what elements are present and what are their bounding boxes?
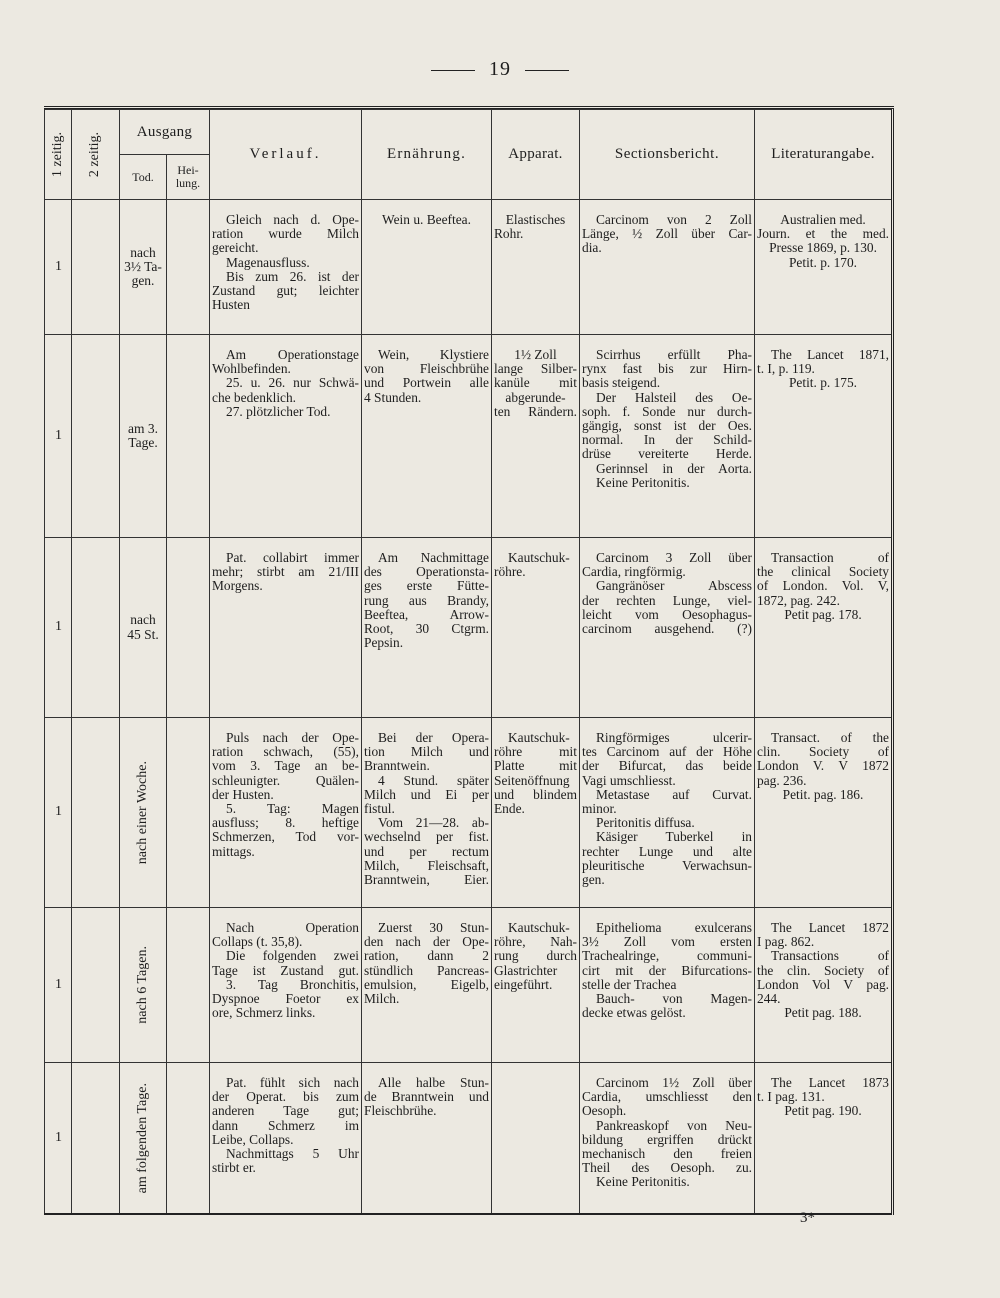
- section-line: soph. f. Sonde nur durch-: [582, 403, 752, 419]
- heilung-cell: [167, 538, 210, 718]
- ernaehrung-line: Milch und Ei per: [364, 786, 489, 802]
- section-line: Peritonitis diffusa.: [596, 815, 695, 831]
- ernaehrung-line: de Branntwein und: [364, 1089, 489, 1105]
- apparat-line: ten Rändern.: [494, 403, 577, 419]
- literatur-line: 1872, pag. 242.: [757, 592, 840, 608]
- ernaehrung-line: Zuerst 30 Stun-: [378, 920, 489, 935]
- ernaehrung-line: Wein, Klystiere: [378, 347, 489, 362]
- heilung-cell: [167, 335, 210, 538]
- verlauf-cell: [210, 1063, 362, 1214]
- ernaehrung-text: [364, 200, 489, 227]
- literatur-line: Petit. pag. 186.: [782, 786, 864, 802]
- verlauf-line: Dyspnoe Foetor ex: [212, 991, 359, 1007]
- case-row: [45, 1063, 893, 1214]
- ernaehrung-cell: [362, 538, 492, 718]
- header-tod: Tod.: [120, 155, 167, 200]
- verlauf-line: Wohlbefinden.: [212, 361, 291, 377]
- verlauf-line: Husten: [212, 297, 250, 313]
- left-rule: [431, 70, 475, 71]
- section-line: Gerinnsel in der Aorta.: [596, 460, 752, 476]
- section-cell: [580, 718, 755, 908]
- header-zeitig-1-label: 1 zeitig.: [49, 131, 65, 178]
- literatur-line: London Vol V pag.: [757, 976, 889, 992]
- literatur-line: clin. Society of: [757, 744, 889, 760]
- ernaehrung-text: [364, 538, 489, 650]
- ernaehrung-line: Fleischbrühe.: [364, 1103, 437, 1119]
- section-line: Gangränöser Abscess: [596, 578, 752, 594]
- header-zeitig-2: [72, 110, 120, 200]
- tod-line: 3½ Ta-: [124, 258, 162, 274]
- literatur-cell: [755, 335, 893, 538]
- zeitig-2-cell: [72, 908, 120, 1063]
- ernaehrung-line: und Portwein alle: [364, 375, 489, 391]
- ernaehrung-line: 4 Stund. später: [378, 772, 489, 788]
- section-line: stelle der Trachea: [582, 976, 677, 992]
- verlauf-line: Nach Operation: [226, 920, 359, 935]
- literatur-text: [757, 335, 889, 391]
- verlauf-line: Bis zum 26. ist der: [226, 268, 359, 284]
- apparat-text: [494, 1063, 577, 1076]
- verlauf-line: stirbt er.: [212, 1160, 256, 1176]
- literatur-line: Petit pag. 188.: [784, 1005, 862, 1021]
- section-line: tes Carcinom auf der Höhe: [582, 744, 752, 760]
- section-cell: [580, 200, 755, 335]
- verlauf-text: [212, 908, 359, 1020]
- apparat-line: Kautschuk-: [508, 920, 570, 935]
- zeitig-2-cell: [72, 1063, 120, 1214]
- literatur-text: [757, 908, 889, 1020]
- apparat-cell: [492, 1063, 580, 1214]
- verlauf-line: 3. Tag Bronchitis,: [226, 976, 359, 992]
- verlauf-line: 25. u. 26. nur Schwä-: [226, 375, 359, 391]
- verlauf-line: mehr; stirbt am 21/III: [212, 564, 359, 580]
- ernaehrung-line: Alle halbe Stun-: [378, 1075, 489, 1090]
- verlauf-line: der Husten.: [212, 786, 274, 802]
- verlauf-line: gereicht.: [212, 240, 259, 256]
- tod-line: nach: [130, 612, 156, 628]
- apparat-line: Platte mit: [494, 758, 577, 774]
- verlauf-line: ration wurde Milch: [212, 226, 359, 242]
- literatur-line: I pag. 862.: [757, 934, 815, 950]
- page-number-line: [0, 58, 1000, 81]
- tod-cell: [120, 200, 167, 335]
- header-ernaehrung: Ernährung.: [362, 110, 492, 200]
- tod-vertical-label: am folgenden Tage.: [134, 1082, 150, 1193]
- section-line: Cardia, ringförmig.: [582, 564, 686, 580]
- ernaehrung-line: rung aus Brandy,: [364, 592, 489, 608]
- verlauf-cell: [210, 335, 362, 538]
- case-row: [45, 718, 893, 908]
- literatur-cell: [755, 718, 893, 908]
- ernaehrung-line: Vom 21—28. ab-: [378, 815, 489, 831]
- apparat-line: eingeführt.: [494, 976, 553, 992]
- ernaehrung-text: [364, 1063, 489, 1119]
- apparat-line: Kautschuk-: [508, 550, 570, 565]
- section-line: der Bifurcat, das beide: [582, 758, 752, 774]
- verlauf-line: ausfluss; 8. heftige: [212, 815, 359, 831]
- heilung-cell: [167, 200, 210, 335]
- literatur-line: the clinical Society: [757, 564, 889, 580]
- apparat-cell: [492, 538, 580, 718]
- literatur-line: of London. Vol. V,: [757, 578, 889, 594]
- literatur-line: t. I, p. 119.: [757, 361, 815, 377]
- section-line: Epithelioma exulcerans: [596, 920, 752, 935]
- apparat-line: rung durch: [494, 948, 577, 964]
- literatur-line: Transaction of: [771, 550, 889, 565]
- verlauf-line: Am Operationstage: [226, 347, 359, 362]
- section-line: bildung ergriffen drückt: [582, 1131, 752, 1147]
- section-line: Pankreaskopf von Neu-: [596, 1117, 752, 1133]
- literatur-line: The Lancet 1871,: [771, 347, 889, 362]
- verlauf-line: schleunigter. Quälen-: [212, 772, 359, 788]
- case-table: [44, 109, 894, 1215]
- zeitig-2-cell: [72, 335, 120, 538]
- verlauf-text: [212, 200, 359, 312]
- section-text: [582, 1063, 752, 1190]
- apparat-text: [494, 718, 577, 816]
- verlauf-line: Pat. collabirt immer: [226, 550, 359, 565]
- literatur-line: pag. 236.: [757, 772, 807, 788]
- verlauf-line: mittags.: [212, 843, 255, 859]
- ernaehrung-line: 4 Stunden.: [364, 389, 422, 405]
- literatur-text: [757, 1063, 889, 1119]
- ernaehrung-line: wechselnd per fist.: [364, 829, 489, 845]
- apparat-text: [494, 200, 577, 241]
- section-line: carcinom ausgehend. (?): [582, 621, 752, 637]
- header-ausgang: Ausgang: [120, 110, 210, 155]
- section-cell: [580, 1063, 755, 1214]
- zeitig-1-cell: 1: [45, 718, 72, 908]
- section-line: Cardia, umschliesst den: [582, 1089, 752, 1105]
- apparat-line: lange Silber-: [494, 361, 577, 377]
- apparat-line: röhre.: [494, 564, 526, 580]
- section-text: [582, 718, 752, 887]
- section-line: Trachealringe, communi-: [582, 948, 752, 964]
- tod-vertical-label: nach 6 Tagen.: [134, 946, 150, 1024]
- ernaehrung-text: [364, 335, 489, 405]
- verlauf-line: Die folgenden zwei: [226, 948, 359, 964]
- verlauf-text: [212, 335, 359, 419]
- section-line: gen.: [582, 872, 605, 888]
- verlauf-line: Schmerzen, Tod vor-: [212, 829, 359, 845]
- apparat-line: Elastisches: [505, 212, 566, 227]
- section-text: [582, 335, 752, 490]
- verlauf-line: Collaps (t. 35,8).: [212, 934, 303, 950]
- apparat-cell: [492, 908, 580, 1063]
- ernaehrung-line: Branntwein, Eier.: [364, 872, 489, 888]
- literatur-line: Transact. of the: [771, 730, 889, 745]
- ernaehrung-cell: [362, 908, 492, 1063]
- section-line: Scirrhus erfüllt Pha-: [596, 347, 752, 362]
- verlauf-text: [212, 718, 359, 859]
- right-rule: [525, 70, 569, 71]
- apparat-line: Seitenöffnung: [494, 772, 570, 788]
- section-line: cirt mit der Bifurcations-: [582, 962, 752, 978]
- section-line: mechanisch den freien: [582, 1146, 752, 1162]
- verlauf-cell: [210, 200, 362, 335]
- section-line: Vagi umschliesst.: [582, 772, 676, 788]
- ernaehrung-cell: [362, 335, 492, 538]
- apparat-cell: [492, 335, 580, 538]
- ernaehrung-cell: [362, 718, 492, 908]
- heilung-cell: [167, 1063, 210, 1214]
- apparat-cell: [492, 200, 580, 335]
- section-line: Carcinom von 2 Zoll: [596, 212, 752, 227]
- section-cell: [580, 538, 755, 718]
- ernaehrung-cell: [362, 200, 492, 335]
- section-line: Keine Peritonitis.: [596, 1174, 690, 1190]
- verlauf-line: 5. Tag: Magen: [226, 801, 359, 817]
- tod-line: 45 St.: [127, 626, 159, 642]
- table-body: [45, 200, 893, 1214]
- apparat-text: [494, 335, 577, 419]
- case-table-wrapper: [44, 106, 894, 1219]
- section-text: [582, 538, 752, 636]
- literatur-line: London V. V 1872: [757, 758, 889, 774]
- verlauf-line: ration schwach, (55),: [212, 744, 359, 760]
- ernaehrung-line: fistul.: [364, 801, 395, 817]
- literatur-cell: [755, 1063, 893, 1214]
- verlauf-line: 27. plötzlicher Tod.: [226, 403, 331, 419]
- section-line: Keine Peritonitis.: [596, 474, 690, 490]
- zeitig-1-cell: 1: [45, 908, 72, 1063]
- literatur-line: Petit. p. 170.: [788, 254, 858, 270]
- verlauf-line: Tage ist Zustand gut.: [212, 962, 359, 978]
- signature-mark: 3*: [800, 1210, 815, 1226]
- verlauf-line: Morgens.: [212, 578, 263, 594]
- section-line: Theil des Oesoph. zu.: [582, 1160, 752, 1176]
- section-line: basis steigend.: [582, 375, 661, 391]
- section-line: Ringförmiges ulcerir-: [596, 730, 752, 745]
- section-line: Käsiger Tuberkel in: [596, 829, 752, 845]
- apparat-line: abgerunde-: [505, 389, 566, 405]
- verlauf-cell: [210, 538, 362, 718]
- verlauf-line: Zustand gut; leichter: [212, 283, 359, 299]
- literatur-cell: [755, 908, 893, 1063]
- verlauf-line: Leibe, Collaps.: [212, 1131, 294, 1147]
- apparat-line: kanüle mit: [494, 375, 577, 391]
- ernaehrung-line: des Operationsta-: [364, 564, 489, 580]
- section-line: rynx fast bis zur Hirn-: [582, 361, 752, 377]
- ernaehrung-line: stündlich Pancreas-: [364, 962, 489, 978]
- section-text: [582, 908, 752, 1020]
- ernaehrung-line: Milch, Fleischsaft,: [364, 857, 489, 873]
- literatur-line: 244.: [757, 991, 781, 1007]
- tod-line: am 3.: [128, 420, 158, 436]
- tod-line: Tage.: [128, 435, 158, 450]
- verlauf-line: Pat. fühlt sich nach: [226, 1075, 359, 1090]
- section-line: der rechten Lunge, viel-: [582, 592, 752, 608]
- section-cell: [580, 335, 755, 538]
- apparat-text: [494, 908, 577, 992]
- section-line: Carcinom 1½ Zoll über: [596, 1075, 752, 1090]
- ernaehrung-line: emulsion, Eigelb,: [364, 976, 489, 992]
- tod-cell: [120, 908, 167, 1063]
- section-line: Metastase auf Curvat.: [596, 786, 752, 802]
- verlauf-text: [212, 538, 359, 594]
- literatur-line: Presse 1869, p. 130.: [769, 240, 877, 256]
- section-line: drüse vereiterte Herde.: [582, 446, 752, 462]
- page-number: 19: [489, 58, 511, 80]
- tod-cell: [120, 718, 167, 908]
- section-line: pleuritische Verwachsun-: [582, 857, 752, 873]
- apparat-line: 1½ Zoll: [514, 347, 557, 362]
- ernaehrung-line: Wein u. Beeftea.: [382, 212, 471, 227]
- section-line: leicht vom Oesophagus-: [582, 606, 752, 622]
- section-line: rechter Lunge und alte: [582, 843, 752, 859]
- literatur-line: Australien med.: [780, 212, 866, 227]
- verlauf-text: [212, 1063, 359, 1175]
- ernaehrung-line: ration, dann 2: [364, 948, 489, 964]
- ernaehrung-line: Milch.: [364, 991, 400, 1007]
- literatur-line: The Lancet 1872: [771, 920, 889, 935]
- tod-cell: [120, 538, 167, 718]
- tod-vertical-label: nach einer Woche.: [134, 760, 150, 865]
- verlauf-cell: [210, 908, 362, 1063]
- apparat-cell: [492, 718, 580, 908]
- section-line: dia.: [582, 240, 602, 256]
- ernaehrung-line: Beeftea, Arrow-: [364, 606, 489, 622]
- verlauf-line: ore, Schmerz links.: [212, 1005, 316, 1021]
- literatur-line: t. I pag. 131.: [757, 1089, 825, 1105]
- case-row: [45, 538, 893, 718]
- ernaehrung-line: Pepsin.: [364, 635, 404, 651]
- verlauf-line: che bedenklich.: [212, 389, 297, 405]
- header-heilung: Hei- lung.: [167, 155, 210, 200]
- zeitig-2-cell: [72, 538, 120, 718]
- tod-cell: [120, 335, 167, 538]
- ernaehrung-line: den nach der Ope-: [364, 934, 489, 950]
- apparat-line: Rohr.: [494, 226, 524, 242]
- section-line: Bauch- von Magen-: [596, 991, 752, 1007]
- literatur-line: Petit pag. 190.: [784, 1103, 862, 1119]
- zeitig-1-cell: 1: [45, 538, 72, 718]
- verlauf-line: Magenausfluss.: [226, 254, 310, 270]
- tod-line: gen.: [131, 273, 155, 289]
- tod-line: nach: [130, 244, 156, 260]
- verlauf-line: Gleich nach d. Ope-: [226, 212, 359, 227]
- apparat-line: röhre, Nah-: [494, 934, 577, 950]
- ernaehrung-line: Am Nachmittage: [378, 550, 489, 565]
- literatur-text: [757, 718, 889, 802]
- header-apparat: Apparat.: [492, 110, 580, 200]
- verlauf-line: Nachmittags 5 Uhr: [226, 1146, 359, 1162]
- literatur-line: Petit pag. 178.: [784, 606, 862, 622]
- header-literaturangabe: Literaturangabe.: [755, 110, 893, 200]
- case-row: [45, 908, 893, 1063]
- ernaehrung-line: tion Milch und: [364, 744, 489, 760]
- literatur-text: [757, 538, 889, 622]
- literatur-text: [757, 200, 889, 270]
- heilung-cell: [167, 718, 210, 908]
- apparat-line: röhre mit: [494, 744, 577, 760]
- literatur-line: The Lancet 1873: [771, 1075, 889, 1090]
- zeitig-1-cell: 1: [45, 200, 72, 335]
- ernaehrung-line: Root, 30 Ctgrm.: [364, 621, 489, 637]
- verlauf-line: anderen Tage gut;: [212, 1103, 359, 1119]
- heilung-cell: [167, 908, 210, 1063]
- section-line: Länge, ½ Zoll über Car-: [582, 226, 752, 242]
- ernaehrung-cell: [362, 1063, 492, 1214]
- case-row: [45, 335, 893, 538]
- ernaehrung-line: und per rectum: [364, 843, 489, 859]
- apparat-text: [494, 538, 577, 579]
- literatur-line: Journ. et the med.: [757, 226, 889, 242]
- ernaehrung-line: ges erste Fütte-: [364, 578, 489, 594]
- section-line: decke etwas gelöst.: [582, 1005, 686, 1021]
- zeitig-1-cell: 1: [45, 335, 72, 538]
- verlauf-line: Puls nach der Ope-: [226, 730, 359, 745]
- literatur-line: Transactions of: [771, 948, 889, 964]
- section-line: minor.: [582, 801, 617, 817]
- literatur-line: Petit. p. 175.: [788, 375, 858, 391]
- ernaehrung-text: [364, 908, 489, 1006]
- section-cell: [580, 908, 755, 1063]
- zeitig-2-cell: [72, 200, 120, 335]
- section-line: Der Halsteil des Oe-: [596, 389, 752, 405]
- verlauf-cell: [210, 718, 362, 908]
- ernaehrung-line: von Fleischbrühe: [364, 361, 489, 377]
- verlauf-line: vom 3. Tage an be-: [212, 758, 359, 774]
- header-zeitig-1: [45, 110, 72, 200]
- apparat-line: und blindem: [494, 786, 577, 802]
- literatur-cell: [755, 538, 893, 718]
- apparat-line: Kautschuk-: [508, 730, 570, 745]
- verlauf-line: dann Schmerz im: [212, 1117, 359, 1133]
- literatur-cell: [755, 200, 893, 335]
- zeitig-2-cell: [72, 718, 120, 908]
- case-row: [45, 200, 893, 335]
- ernaehrung-text: [364, 718, 489, 887]
- section-line: normal. In der Schild-: [582, 432, 752, 448]
- literatur-line: the clin. Society of: [757, 962, 889, 978]
- ernaehrung-line: Branntwein.: [364, 758, 430, 774]
- ernaehrung-line: Bei der Opera-: [378, 730, 489, 745]
- header-zeitig-2-label: 2 zeitig.: [87, 131, 103, 178]
- header-verlauf: Verlauf.: [210, 110, 362, 200]
- section-text: [582, 200, 752, 256]
- tod-cell: [120, 1063, 167, 1214]
- section-line: gängig, sonst ist der Oes.: [582, 418, 752, 434]
- section-line: 3½ Zoll vom ersten: [582, 934, 752, 950]
- header-sectionsbericht: Sectionsbericht.: [580, 110, 755, 200]
- section-line: Oesoph.: [582, 1103, 627, 1119]
- section-line: Carcinom 3 Zoll über: [596, 550, 752, 565]
- apparat-line: Ende.: [494, 801, 525, 817]
- zeitig-1-cell: 1: [45, 1063, 72, 1214]
- verlauf-line: der Operat. bis zum: [212, 1089, 359, 1105]
- apparat-line: Glastrichter: [494, 962, 558, 978]
